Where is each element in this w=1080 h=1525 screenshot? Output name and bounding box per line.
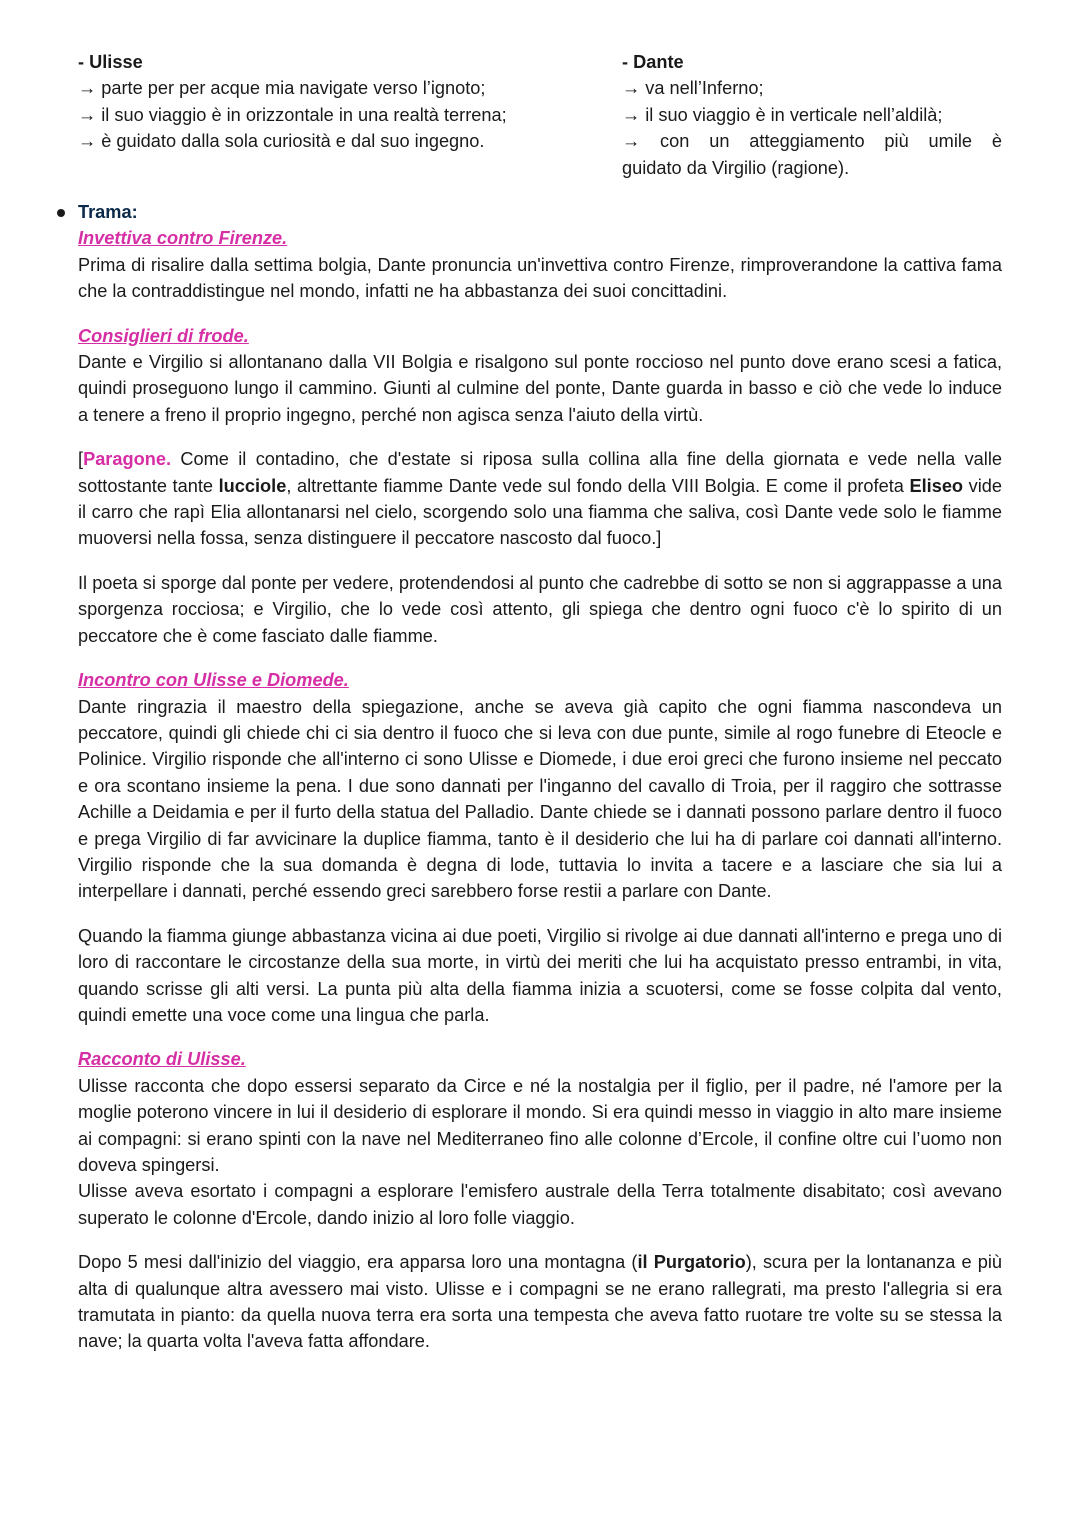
trama-bullet-row <box>78 199 1002 225</box>
trama-section <box>78 199 1002 1355</box>
bullet-icon <box>57 209 65 217</box>
paragraph-racconto-1: Ulisse racconta che dopo essersi separato da Circe e né la nostalgia per il figlio, per il padre, né l'amore per la moglie poterono vincere in lui il desiderio di esplorare il mondo. Si era quindi messo in viaggio in alto mare insieme ai compagni: si erano spinti con la nave nel Mediterraneo fino alle colonne d’Ercole, il confine oltre cui l’uomo non doveva spingersi. <box>78 1075 1002 1175</box>
dante-point: → va nell’Inferno; <box>622 78 764 99</box>
heading-incontro: Incontro con Ulisse e Diomede. <box>78 670 349 691</box>
ulisse-title: - Ulisse <box>78 52 143 72</box>
trama-label: Trama: <box>78 202 138 222</box>
paragone-label: Paragone. <box>83 449 171 470</box>
paragraph-fiamma: Quando la fiamma giunge abbastanza vicina ai due poeti, Virgilio si rivolge ai due dannati all'interno e prega uno di loro di raccontare le circostanze della sua morte, in virtù dei meriti che lui ha acquistato presso entrambi, in vita, quando scrisse gli alti versi. La punta più alta della fiamma inizia a scuotersi, come se fosse colpita dal vento, quindi emette una voce come una lingua che parla. <box>78 925 1002 1025</box>
paragraph-incontro: Dante ringrazia il maestro della spiegazione, anche se aveva già capito che ogni fiamma nascondeva un peccatore, quindi gli chiede chi ci sia dentro il fuoco che si leva con due punte, simile al rogo funebre di Eteocle e Polinice. Virgilio risponde che all'interno ci sono Ulisse e Diomede, i due eroi greci che furono insieme nel peccato e ora scontano insieme la pena. I due sono dannati per l'inganno del cavallo di Troia, per il raggiro che sottrasse Achille a Deidamia e per il furto della statua del Palladio. Dante chiede se i dannati possono parlare dentro il fuoco e prega Virgilio di far avvicinare la duplice fiamma, tanto è il desiderio che lui ha di parlare coi dannati all'interno. Virgilio risponde che la sua domanda è degna di lode, tuttavia lo invita a tacere e a lasciare che sia lui a interpellare i dannati, perché essendo greci sarebbero forse restii a parlare con Dante. <box>78 696 1002 902</box>
paragraph-consiglieri: Dante e Virgilio si allontanano dalla VII Bolgia e risalgono sul ponte roccioso nel punto dove erano scesi a fatica, quindi proseguono lungo il cammino. Giunti al culmine del ponte, Dante guarda in basso e ciò che vede lo induce a tenere a freno il proprio ingegno, perché non agisca senza l'aiuto della virtù. <box>78 352 1002 425</box>
heading-consiglieri: Consiglieri di frode. <box>78 325 249 346</box>
bold-eliseo: Eliseo <box>909 475 964 496</box>
dante-title: - Dante <box>622 52 684 72</box>
dante-point: guidato da Virgilio (ragione). <box>622 157 850 178</box>
ulisse-point: → il suo viaggio è in orizzontale in una realtà terrena; <box>78 104 507 125</box>
paragraph-invettiva: Prima di risalire dalla settima bolgia, Dante pronuncia un'invettiva contro Firenze, rimproverandone la cattiva fama che la contraddistingue nel mondo, infatti ne ha abbastanza dei suoi concittadini. <box>78 254 1002 302</box>
bold-purgatorio: il Purgatorio <box>637 1252 746 1273</box>
dante-point: → il suo viaggio è in verticale nell’aldilà; <box>622 104 943 125</box>
heading-racconto: Racconto di Ulisse. <box>78 1049 246 1070</box>
heading-invettiva: Invettiva contro Firenze. <box>78 228 288 249</box>
ulisse-column <box>78 49 578 155</box>
ulisse-point: → parte per per acque mia navigate verso l’ignoto; <box>78 78 486 99</box>
paragraph-purgatorio: Dopo 5 mesi dall'inizio del viaggio, era apparsa loro una montagna (il Purgatorio), scura per la lontananza e più alta di qualunque altra avessero mai visto. Ulisse e i compagni se ne erano rallegrati, ma presto l'allegria si era tramutata in pianto: da quella nuova terra era sorta una tempesta che aveva fatto ruotare tre volte su se stessa la nave; la quarta volta l'aveva fatta affondare. <box>78 1252 1003 1352</box>
ulisse-point: → è guidato dalla sola curiosità e dal suo ingegno. <box>78 131 485 152</box>
paragraph-racconto-2: Ulisse aveva esortato i compagni a esplorare l'emisfero australe della Terra totalmente disabitato; così avevano superato le colonne d'Ercole, dando inizio al loro folle viaggio. <box>78 1181 1002 1228</box>
dante-column <box>622 49 1002 181</box>
paragraph-poeta: Il poeta si sporge dal ponte per vedere, protendendosi al punto che cadrebbe di sotto se non si aggrappasse a una sporgenza rocciosa; e Virgilio, che lo vede così attento, gli spiega che dentro ogni fuoco c'è lo spirito di un peccatore che è come fasciato dalle fiamme. <box>78 572 1002 646</box>
paragraph-paragone: [Paragone. Come il contadino, che d'estate si riposa sulla collina alla fine della giornata e vede nella valle sottostante tante lucciole, altrettante fiamme Dante vede sul fondo della VIII Bolgia. E come il profeta Eliseo vide il carro che rapì Elia allontanarsi nel cielo, scorgendo solo una fiamma che saliva, così Dante vede solo le fiamme muoversi nella fossa, senza distinguere il peccatore nascosto dal fuoco.] <box>78 449 1002 549</box>
dante-point: → con un atteggiamento più umile è <box>622 131 1002 152</box>
bold-lucciole: lucciole <box>218 475 287 496</box>
